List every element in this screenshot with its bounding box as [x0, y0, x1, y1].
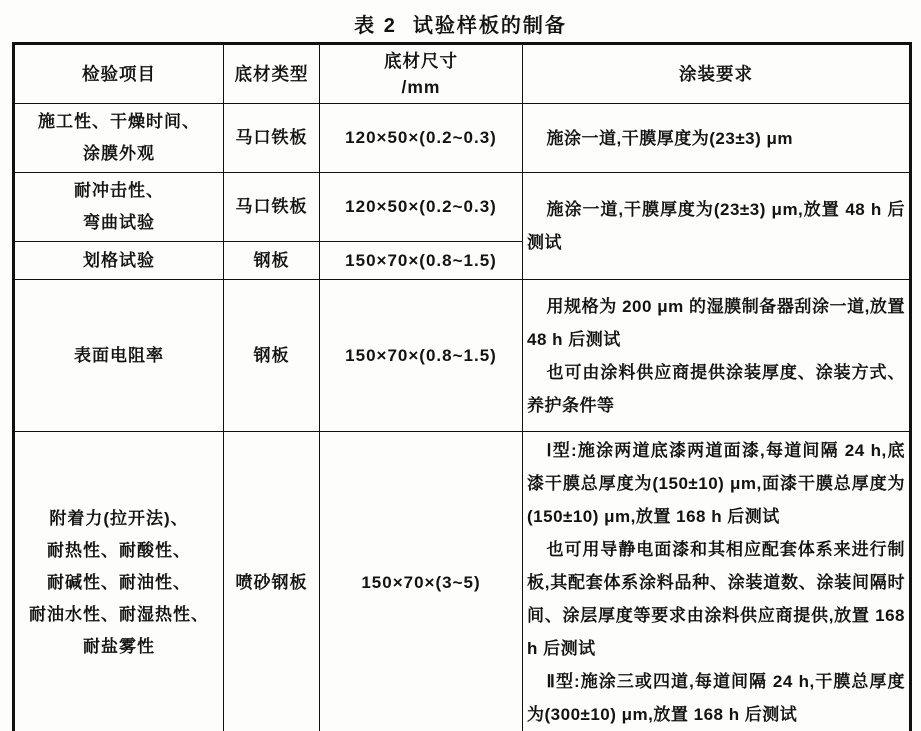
item-line: 耐热性、耐酸性、: [47, 540, 191, 560]
item-line: 耐油水性、耐湿热性、: [29, 604, 209, 624]
table-caption: 试验样板的制备: [412, 14, 567, 37]
cell-substrate-type: 钢板: [224, 280, 320, 432]
requirement-paragraph: Ⅱ型:施涂三或四道,每道间隔 24 h,干膜总厚度为(300±10) μm,放置 168 h 后测试: [527, 672, 905, 724]
table-row: [14, 432, 911, 731]
requirement-paragraph: 用规格为 200 μm 的湿膜制备器刮涂一道,放置 48 h 后测试: [527, 296, 905, 349]
header-row: [14, 44, 911, 104]
requirement-paragraph: 也可用导静电面漆和其相应配套体系来进行制板,其配套体系涂料品种、涂装道数、涂装间隔时间、涂层厚度等要求由涂料供应商提供,放置 168 h 后测试: [527, 540, 905, 658]
item-line: 附着力(拉开法)、: [49, 508, 189, 528]
requirement-paragraph: 施涂一道,干膜厚度为(23±3) μm,放置 48 h 后测试: [527, 200, 905, 252]
col-header-substrate-size: [320, 44, 523, 104]
item-line: 划格试验: [83, 250, 155, 270]
item-line: 耐盐雾性: [83, 636, 155, 656]
cell-substrate-type: 马口铁板: [224, 104, 320, 173]
table-number: 表 2: [354, 14, 397, 37]
table-title: [0, 0, 921, 38]
table-row: [14, 173, 911, 242]
cell-substrate-type: 马口铁板: [224, 173, 320, 242]
cell-inspection-item: [14, 173, 224, 242]
requirement-paragraph: 施涂一道,干膜厚度为(23±3) μm: [546, 128, 794, 148]
item-line: 弯曲试验: [83, 213, 155, 232]
cell-inspection-item: [14, 280, 224, 432]
cell-coating-requirement-merged: [523, 173, 911, 280]
cell-substrate-size: 150×70×(3~5): [320, 432, 523, 731]
test-panel-preparation-table: [12, 42, 912, 731]
cell-coating-requirement: [523, 432, 911, 731]
requirement-paragraph: 也可由涂料供应商提供涂装厚度、涂装方式、养护条件等: [527, 362, 905, 415]
item-line: 施工性、干燥时间、: [38, 112, 200, 131]
item-line: 耐冲击性、: [74, 181, 164, 200]
requirement-paragraph: Ⅰ型:施涂两道底漆两道面漆,每道间隔 24 h,底漆干膜总厚度为(150±10) μm,面漆干膜总厚度为(150±10) μm,放置 168 h 后测试: [527, 441, 905, 526]
item-line: 涂膜外观: [83, 144, 155, 163]
cell-substrate-size: 120×50×(0.2~0.3): [320, 104, 523, 173]
substrate-size-unit: /mm: [401, 77, 441, 97]
table-row: [14, 280, 911, 432]
col-header-inspection-item: 检验项目: [14, 44, 224, 104]
table-row: [14, 104, 911, 173]
cell-inspection-item: [14, 242, 224, 280]
cell-inspection-item: [14, 104, 224, 173]
cell-substrate-size: 150×70×(0.8~1.5): [320, 242, 523, 280]
cell-coating-requirement: [523, 104, 911, 173]
cell-substrate-type: 喷砂钢板: [224, 432, 320, 731]
item-line: 表面电阻率: [74, 345, 164, 365]
cell-substrate-size: 150×70×(0.8~1.5): [320, 280, 523, 432]
col-header-substrate-type: 底材类型: [224, 44, 320, 104]
col-header-coating-requirement: 涂装要求: [523, 44, 911, 104]
cell-coating-requirement: [523, 280, 911, 432]
item-line: 耐碱性、耐油性、: [47, 572, 191, 592]
substrate-size-label: 底材尺寸: [384, 51, 458, 71]
cell-inspection-item: [14, 432, 224, 731]
cell-substrate-size: 120×50×(0.2~0.3): [320, 173, 523, 242]
cell-substrate-type: 钢板: [224, 242, 320, 280]
